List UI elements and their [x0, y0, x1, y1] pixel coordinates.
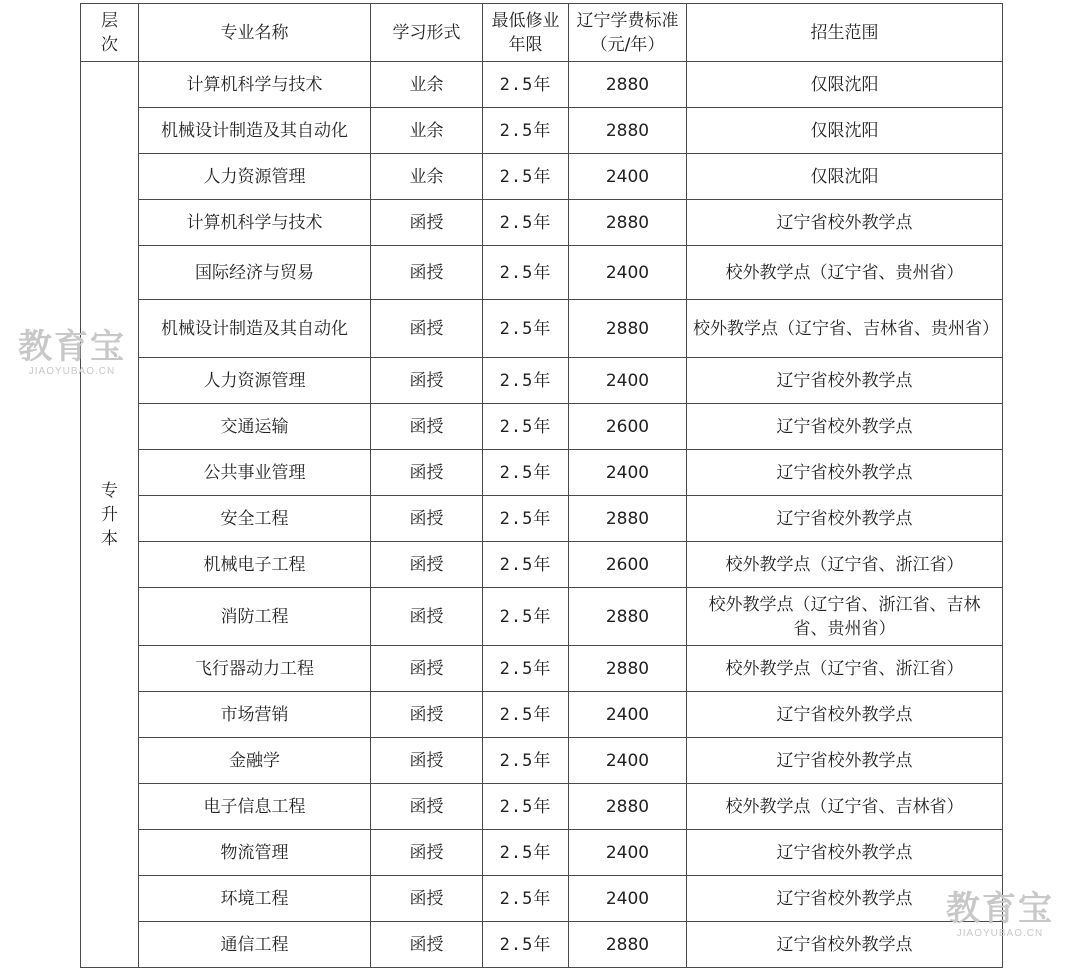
table-row [81, 588, 1003, 646]
watermark-right-cn: 教育宝 [946, 890, 1054, 928]
years-cell: 2.5年 [483, 358, 569, 404]
fee-cell: 2400 [569, 738, 687, 784]
scope-cell: 仅限沈阳 [687, 154, 1003, 200]
scope-cell: 辽宁省校外教学点 [687, 358, 1003, 404]
fee-cell: 2400 [569, 876, 687, 922]
level-cell: 专升本 [81, 62, 139, 968]
scope-cell: 辽宁省校外教学点 [687, 876, 1003, 922]
scope-cell: 校外教学点（辽宁省、贵州省） [687, 246, 1003, 300]
fee-cell: 2400 [569, 358, 687, 404]
major-cell: 计算机科学与技术 [139, 62, 371, 108]
table-row [81, 692, 1003, 738]
table-body [81, 62, 1003, 968]
header-form: 学习形式 [371, 4, 483, 62]
header-years: 最低修业年限 [483, 4, 569, 62]
form-cell: 函授 [371, 200, 483, 246]
years-cell: 2.5年 [483, 154, 569, 200]
years-cell: 2.5年 [483, 738, 569, 784]
major-cell: 电子信息工程 [139, 784, 371, 830]
watermark-right-en: JIAOYUBAO.CN [956, 928, 1044, 939]
watermark-left-en: JIAOYUBAO.CN [28, 366, 116, 377]
table-row [81, 646, 1003, 692]
scope-cell: 仅限沈阳 [687, 108, 1003, 154]
form-cell: 函授 [371, 738, 483, 784]
form-cell: 函授 [371, 496, 483, 542]
table-row [81, 450, 1003, 496]
scope-cell: 校外教学点（辽宁省、浙江省） [687, 542, 1003, 588]
table-row [81, 496, 1003, 542]
header-fee: 辽宁学费标准（元/年） [569, 4, 687, 62]
table-row [81, 246, 1003, 300]
years-cell: 2.5年 [483, 830, 569, 876]
scope-cell: 辽宁省校外教学点 [687, 450, 1003, 496]
scope-cell: 辽宁省校外教学点 [687, 692, 1003, 738]
major-cell: 机械电子工程 [139, 542, 371, 588]
major-cell: 环境工程 [139, 876, 371, 922]
fee-cell: 2880 [569, 108, 687, 154]
years-cell: 2.5年 [483, 300, 569, 358]
scope-cell: 辽宁省校外教学点 [687, 404, 1003, 450]
years-cell: 2.5年 [483, 108, 569, 154]
scope-cell: 辽宁省校外教学点 [687, 496, 1003, 542]
fee-cell: 2880 [569, 62, 687, 108]
table-row [81, 300, 1003, 358]
fee-cell: 2400 [569, 450, 687, 496]
watermark-right [946, 890, 1054, 940]
table-bottom-edge [80, 958, 1003, 966]
years-cell: 2.5年 [483, 692, 569, 738]
form-cell: 业余 [371, 108, 483, 154]
scope-cell: 校外教学点（辽宁省、浙江省、吉林省、贵州省） [687, 588, 1003, 646]
scope-cell: 辽宁省校外教学点 [687, 830, 1003, 876]
scope-cell: 仅限沈阳 [687, 62, 1003, 108]
scope-cell: 校外教学点（辽宁省、吉林省、贵州省） [687, 300, 1003, 358]
major-cell: 市场营销 [139, 692, 371, 738]
years-cell: 2.5年 [483, 200, 569, 246]
form-cell: 函授 [371, 922, 483, 968]
scope-cell: 校外教学点（辽宁省、吉林省） [687, 784, 1003, 830]
major-cell: 机械设计制造及其自动化 [139, 108, 371, 154]
major-cell: 交通运输 [139, 404, 371, 450]
years-cell: 2.5年 [483, 588, 569, 646]
watermark-left [18, 328, 126, 378]
years-cell: 2.5年 [483, 922, 569, 968]
header-major: 专业名称 [139, 4, 371, 62]
table-row [81, 876, 1003, 922]
fee-cell: 2880 [569, 784, 687, 830]
table-row [81, 738, 1003, 784]
fee-cell: 2880 [569, 646, 687, 692]
form-cell: 函授 [371, 300, 483, 358]
form-cell: 函授 [371, 358, 483, 404]
major-cell: 公共事业管理 [139, 450, 371, 496]
major-cell: 国际经济与贸易 [139, 246, 371, 300]
fee-cell: 2880 [569, 200, 687, 246]
years-cell: 2.5年 [483, 784, 569, 830]
years-cell: 2.5年 [483, 876, 569, 922]
years-cell: 2.5年 [483, 404, 569, 450]
fee-cell: 2880 [569, 588, 687, 646]
fee-cell: 2880 [569, 300, 687, 358]
table-row [81, 200, 1003, 246]
fee-cell: 2600 [569, 542, 687, 588]
major-cell: 物流管理 [139, 830, 371, 876]
years-cell: 2.5年 [483, 646, 569, 692]
table-row [81, 358, 1003, 404]
fee-cell: 2400 [569, 692, 687, 738]
form-cell: 函授 [371, 450, 483, 496]
form-cell: 函授 [371, 876, 483, 922]
table-row [81, 62, 1003, 108]
form-cell: 函授 [371, 784, 483, 830]
years-cell: 2.5年 [483, 246, 569, 300]
years-cell: 2.5年 [483, 450, 569, 496]
table-row [81, 108, 1003, 154]
scope-cell: 辽宁省校外教学点 [687, 200, 1003, 246]
form-cell: 函授 [371, 404, 483, 450]
fee-cell: 2400 [569, 246, 687, 300]
form-cell: 函授 [371, 588, 483, 646]
form-cell: 函授 [371, 246, 483, 300]
years-cell: 2.5年 [483, 496, 569, 542]
form-cell: 函授 [371, 692, 483, 738]
major-cell: 人力资源管理 [139, 358, 371, 404]
table-row [81, 542, 1003, 588]
form-cell: 业余 [371, 154, 483, 200]
form-cell: 业余 [371, 62, 483, 108]
fee-cell: 2880 [569, 496, 687, 542]
scope-cell: 辽宁省校外教学点 [687, 922, 1003, 968]
table-row [81, 404, 1003, 450]
major-cell: 消防工程 [139, 588, 371, 646]
fee-cell: 2880 [569, 922, 687, 968]
form-cell: 函授 [371, 542, 483, 588]
enrollment-table [80, 3, 1003, 968]
form-cell: 函授 [371, 646, 483, 692]
header-level: 层次 [81, 4, 139, 62]
major-cell: 飞行器动力工程 [139, 646, 371, 692]
table-row [81, 830, 1003, 876]
major-cell: 金融学 [139, 738, 371, 784]
scope-cell: 校外教学点（辽宁省、浙江省） [687, 646, 1003, 692]
scope-cell: 辽宁省校外教学点 [687, 738, 1003, 784]
major-cell: 通信工程 [139, 922, 371, 968]
fee-cell: 2600 [569, 404, 687, 450]
fee-cell: 2400 [569, 830, 687, 876]
major-cell: 机械设计制造及其自动化 [139, 300, 371, 358]
major-cell: 人力资源管理 [139, 154, 371, 200]
table-row [81, 154, 1003, 200]
years-cell: 2.5年 [483, 542, 569, 588]
header-row [81, 4, 1003, 62]
fee-cell: 2400 [569, 154, 687, 200]
years-cell: 2.5年 [483, 62, 569, 108]
major-cell: 计算机科学与技术 [139, 200, 371, 246]
header-scope: 招生范围 [687, 4, 1003, 62]
major-cell: 安全工程 [139, 496, 371, 542]
table-row [81, 784, 1003, 830]
form-cell: 函授 [371, 830, 483, 876]
watermark-left-cn: 教育宝 [18, 328, 126, 366]
